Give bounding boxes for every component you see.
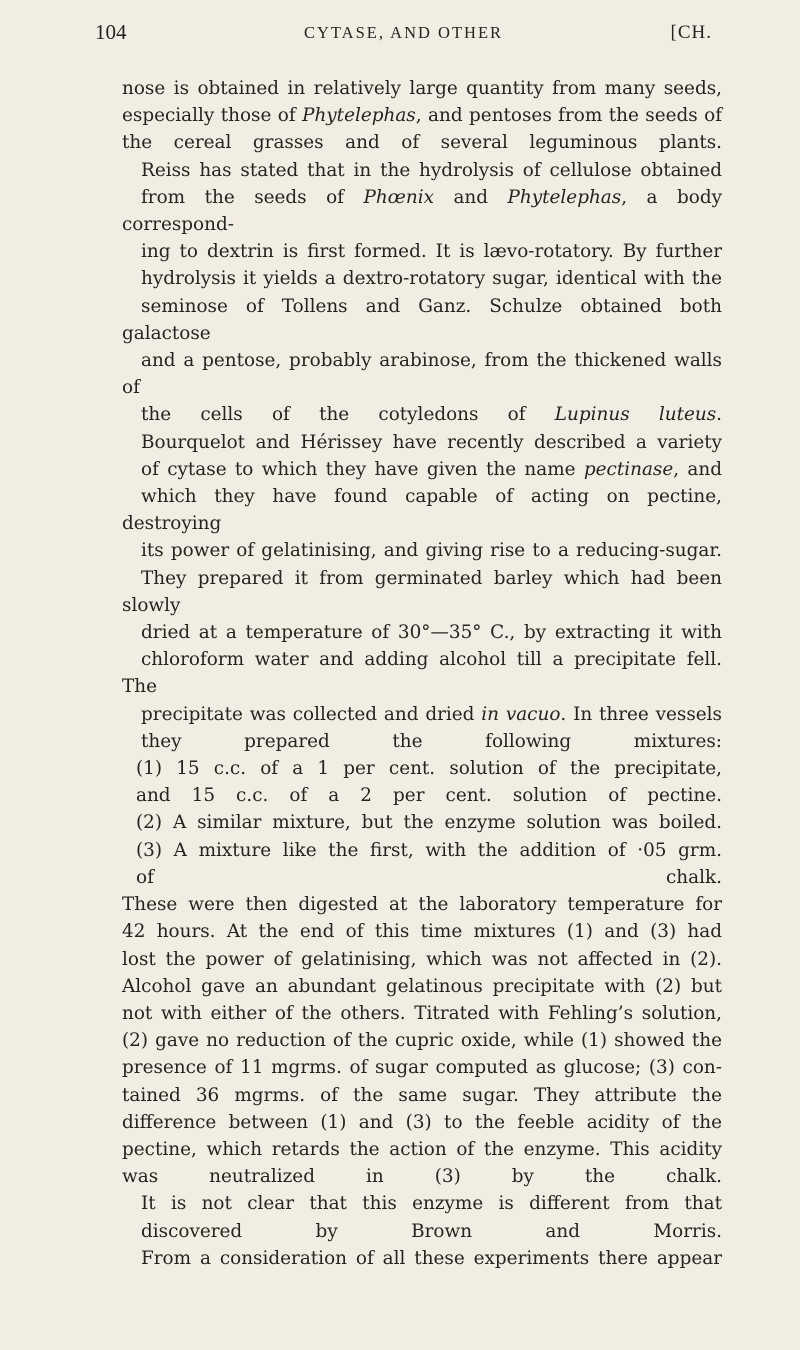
- text-line: Alcohol gave an abundant gelatinous precipitate with (2) but: [122, 975, 722, 997]
- text-line: pectine, which retards the action of the enzyme. This acidity: [122, 1138, 722, 1160]
- mixture-item-2: [122, 809, 722, 836]
- text-line: ing to dextrin is first formed. It is lævo-rotatory. By further: [141, 241, 722, 263]
- text-line: From a consideration of all these experiments there appear: [141, 1247, 722, 1269]
- chapter-abbrev: [CH.: [670, 22, 712, 43]
- text-line: presence of 11 mgrms. of sugar computed as glucose; (3) con-: [122, 1057, 722, 1079]
- running-header: [95, 20, 712, 56]
- text-line: Reiss has stated that in the hydrolysis of cellulose obtained: [141, 159, 722, 181]
- paragraph-reiss: [122, 157, 722, 429]
- paragraph-results: [122, 891, 722, 1190]
- text-line: precipitate was collected and dried in vacuo. In three vessels: [141, 703, 722, 725]
- text-line: difference between (1) and (3) to the feeble acidity of the: [122, 1111, 722, 1133]
- text-line: the cereal grasses and of several leguminous plants.: [122, 132, 722, 154]
- text-line: Bourquelot and Hérissey have recently described a variety: [141, 431, 722, 453]
- paragraph-bourquelot: [122, 429, 722, 755]
- text-line: tained 36 mgrms. of the same sugar. They attribute the: [122, 1084, 722, 1106]
- text-line: of chalk.: [136, 866, 722, 888]
- text-line: which they have found capable of acting on pectine, destroying: [122, 486, 722, 535]
- paragraph-seeds-continued: [122, 75, 722, 157]
- text-line: especially those of Phytelephas, and pentoses from the seeds of: [122, 105, 722, 127]
- text-line: the cells of the cotyledons of Lupinus luteus.: [141, 404, 723, 426]
- text-line: not with either of the others. Titrated with Fehling’s solution,: [122, 1002, 722, 1024]
- text-line: They prepared it from germinated barley which had been slowly: [122, 567, 722, 616]
- mixture-list: [122, 755, 722, 891]
- text-line: lost the power of gelatinising, which was not affected in (2).: [122, 948, 722, 970]
- text-line: chloroform water and adding alcohol till a precipitate fell. The: [122, 649, 722, 698]
- text-line: 42 hours. At the end of this time mixtures (1) and (3) had: [122, 921, 722, 943]
- body-text: [122, 75, 722, 1272]
- text-line: (1) 15 c.c. of a 1 per cent. solution of the precipitate,: [136, 758, 722, 780]
- mixture-item-1: [122, 755, 722, 809]
- text-line: they prepared the following mixtures:: [141, 730, 722, 752]
- paragraph-brown-morris: [122, 1190, 722, 1244]
- text-line: discovered by Brown and Morris.: [141, 1220, 722, 1242]
- text-line: dried at a temperature of 30°—35° C., by extracting it with: [141, 622, 722, 644]
- text-line: (2) gave no reduction of the cupric oxide, while (1) showed the: [122, 1030, 722, 1052]
- page-number: 104: [95, 20, 127, 44]
- text-line: was neutralized in (3) by the chalk.: [122, 1166, 722, 1188]
- mixture-item-3: [122, 837, 722, 891]
- text-line: its power of gelatinising, and giving rise to a reducing-sugar.: [141, 540, 722, 562]
- paragraph-consideration: [122, 1245, 722, 1272]
- text-line: (3) A mixture like the first, with the addition of ·05 grm.: [136, 839, 722, 861]
- text-line: and 15 c.c. of a 2 per cent. solution of pectine.: [136, 785, 722, 807]
- text-line: seminose of Tollens and Ganz. Schulze obtained both galactose: [122, 295, 722, 344]
- text-line: and a pentose, probably arabinose, from the thickened walls of: [122, 350, 722, 399]
- text-line: These were then digested at the laboratory temperature for: [122, 894, 722, 916]
- text-line: from the seeds of Phœnix and Phytelephas, a body correspond-: [122, 186, 723, 236]
- text-line: It is not clear that this enzyme is different from that: [141, 1193, 722, 1215]
- text-line: hydrolysis it yields a dextro-rotatory sugar, identical with the: [141, 268, 722, 290]
- text-line: (2) A similar mixture, but the enzyme solution was boiled.: [136, 812, 722, 834]
- text-line: nose is obtained in relatively large quantity from many seeds,: [122, 78, 722, 99]
- text-line: of cytase to which they have given the name pectinase, and: [141, 458, 722, 480]
- running-title: CYTASE, AND OTHER: [303, 23, 504, 42]
